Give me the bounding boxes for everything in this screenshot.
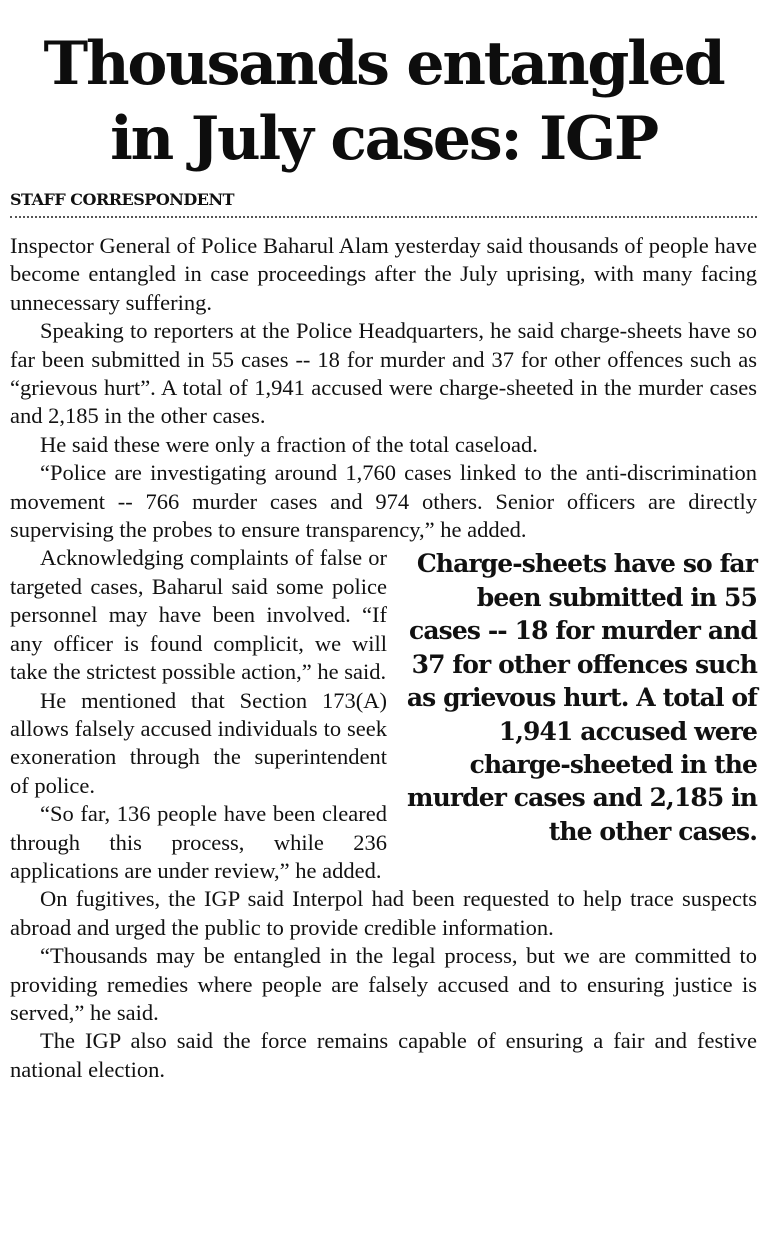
article-body: [10, 232, 757, 1084]
paragraph-8: On fugitives, the IGP said Interpol had been requested to help trace suspects abroad and urged the public to provide credible information.: [10, 886, 757, 940]
paragraph-9: “Thousands may be entangled in the legal process, but we are committed to providing remedies where people are falsely accused and to ensuring justice is served,” he said.: [10, 943, 757, 1025]
paragraph-4: “Police are investigating around 1,760 cases linked to the anti-discrimination movement -- 766 murder cases and 974 others. Senior officers are directly supervising the probes to ensure transparency,” he added.: [10, 460, 757, 543]
paragraph-2: Speaking to reporters at the Police Headquarters, he said charge-sheets have so far been submitted in 55 cases -- 18 for murder and 37 for other offences such as “grievous hurt”. A total of 1,941 accused were charge-sheeted in the murder cases and 2,185 in the other cases.: [10, 318, 757, 429]
paragraph-6: He mentioned that Section 173(A) allows falsely accused individuals to seek exoneration through the superintendent of police.: [10, 687, 387, 798]
headline-line-1: Thousands entangled: [43, 29, 724, 99]
dotted-divider: [10, 216, 757, 218]
headline-line-2: in July cases: IGP: [110, 104, 657, 174]
paragraph-10: The IGP also said the force remains capable of ensuring a fair and festive national election.: [10, 1028, 757, 1082]
pull-quote: Charge-sheets have so far been submitted in 55 cases -- 18 for murder and 37 for other offences such as grievous hurt. A total of 1,941 accused were charge-sheeted in the murder cases and 2,185 in the other cases.: [406, 549, 757, 846]
headline: [10, 27, 757, 177]
paragraph-1: Inspector General of Police Baharul Alam yesterday said thousands of people have become entangled in case proceedings after the July uprising, with many facing unnecessary suffering.: [10, 233, 757, 315]
news-article: [10, 0, 757, 1258]
paragraph-7: “So far, 136 people have been cleared through this process, while 236 applications are under review,” he added.: [10, 801, 387, 883]
paragraph-5: Acknowledging complaints of false or targeted cases, Baharul said some police personnel may have been involved. “If any officer is found complicit, we will take the strictest possible action,” he said.: [10, 545, 387, 685]
paragraph-3: He said these were only a fraction of the total caseload.: [40, 431, 538, 457]
byline: STAFF CORRESPONDENT: [10, 190, 234, 209]
